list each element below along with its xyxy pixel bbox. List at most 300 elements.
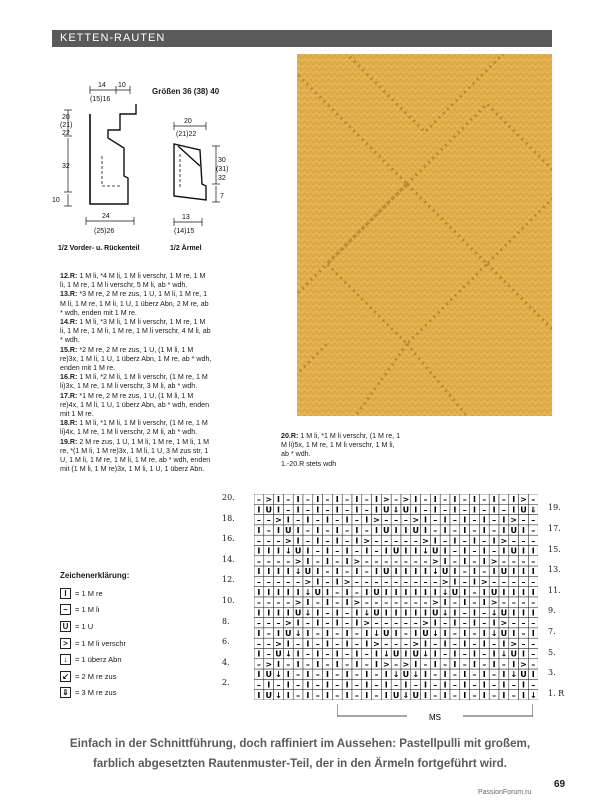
chart-symbol: – bbox=[374, 618, 379, 628]
chart-symbol: > bbox=[422, 536, 429, 546]
chart-row-label-right: 15. bbox=[548, 544, 561, 554]
chart-symbol: – bbox=[256, 680, 261, 690]
chart-symbol: I bbox=[433, 649, 437, 659]
chart-symbol: – bbox=[521, 515, 526, 525]
chart-symbol: I bbox=[414, 587, 418, 597]
chart-symbol: U bbox=[383, 629, 390, 638]
chart-symbol: > bbox=[363, 536, 371, 546]
chart-symbol: I bbox=[404, 587, 408, 597]
sleeve-label: 1/2 Ärmel bbox=[170, 245, 202, 252]
chart-symbol: > bbox=[373, 515, 380, 525]
chart-symbol: – bbox=[521, 629, 526, 638]
chart-symbol: I bbox=[267, 680, 271, 690]
chart-symbol: ↓ bbox=[412, 670, 420, 680]
chart-symbol: – bbox=[482, 505, 487, 515]
chart-symbol: I bbox=[424, 526, 427, 535]
section-title-bar bbox=[52, 30, 552, 47]
chart-symbol: – bbox=[286, 659, 291, 669]
chart-symbol: – bbox=[462, 495, 467, 505]
chart-symbol: – bbox=[433, 639, 438, 649]
chart-symbol: I bbox=[482, 598, 486, 608]
chart-symbol: > bbox=[480, 577, 488, 587]
chart-symbol: – bbox=[472, 680, 477, 690]
chart-symbol: I bbox=[375, 526, 378, 535]
chart-symbol: – bbox=[511, 690, 516, 700]
chart-symbol: – bbox=[394, 515, 399, 525]
chart-symbol: I bbox=[277, 608, 280, 618]
chart-row-label-right: 5. bbox=[548, 647, 556, 657]
chart-symbol: U bbox=[285, 526, 292, 535]
chart-symbol: – bbox=[335, 670, 340, 680]
chart-symbol: – bbox=[482, 495, 487, 505]
chart-symbol: – bbox=[413, 598, 418, 608]
chart-symbol: – bbox=[305, 649, 310, 659]
chart-symbol: ↓ bbox=[490, 629, 498, 638]
chart-symbol: ↓ bbox=[392, 670, 400, 680]
chart-symbol: – bbox=[256, 515, 261, 525]
chart-symbol: I bbox=[326, 690, 329, 700]
chart-symbol: I bbox=[286, 670, 290, 680]
chart-symbol: I bbox=[316, 649, 320, 659]
dim-sleeve-bottom-1: 13 bbox=[182, 214, 190, 221]
chart-symbol: I bbox=[326, 670, 329, 680]
chart-symbol: U bbox=[383, 526, 390, 535]
chart-symbol: I bbox=[473, 505, 476, 515]
chart-symbol: – bbox=[501, 495, 506, 505]
chart-symbol: – bbox=[531, 680, 536, 690]
chart-symbol: – bbox=[345, 567, 350, 577]
chart-symbol: I bbox=[306, 598, 310, 608]
chart-symbol: I bbox=[424, 515, 427, 525]
chart-symbol: – bbox=[345, 608, 350, 618]
chart-symbol: – bbox=[403, 577, 408, 587]
chart-symbol: – bbox=[433, 670, 438, 680]
chart-symbol: U bbox=[285, 629, 292, 638]
chart-symbol: I bbox=[277, 587, 280, 597]
chart-symbol: I bbox=[424, 670, 427, 680]
chart-symbol: I bbox=[335, 495, 339, 505]
chart-symbol: – bbox=[305, 536, 310, 546]
chart-symbol: – bbox=[286, 577, 291, 587]
chart-symbol: – bbox=[364, 649, 369, 659]
chart-symbol: I bbox=[277, 505, 280, 515]
chart-row-label-right: 17. bbox=[548, 523, 561, 533]
chart-symbol: – bbox=[462, 505, 467, 515]
chart-symbol: I bbox=[502, 587, 506, 597]
ms-label: MS bbox=[429, 713, 441, 722]
chart-symbol: I bbox=[424, 690, 427, 700]
legend-symbol: ↓ bbox=[60, 654, 71, 665]
chart-symbol: > bbox=[402, 659, 410, 669]
chart-symbol: I bbox=[326, 639, 329, 649]
chart-symbol: – bbox=[325, 536, 330, 546]
chart-symbol: I bbox=[335, 659, 339, 669]
chart-symbol: I bbox=[433, 495, 437, 505]
chart-symbol: – bbox=[266, 515, 271, 525]
chart-symbol: I bbox=[277, 567, 280, 577]
chart-symbol: – bbox=[462, 649, 467, 659]
chart-symbol: I bbox=[502, 670, 506, 680]
chart-symbol: – bbox=[266, 536, 271, 546]
chart-symbol: I bbox=[316, 505, 320, 515]
garment-schematic bbox=[48, 76, 288, 256]
chart-symbol: – bbox=[256, 618, 261, 628]
chart-symbol: I bbox=[326, 587, 329, 597]
chart-symbol: U bbox=[392, 546, 400, 556]
chart-symbol: I bbox=[365, 670, 369, 680]
chart-symbol: – bbox=[443, 618, 448, 628]
chart-symbol: – bbox=[296, 515, 301, 525]
instruction-row-14: 14.R: 1 M li, *3 M li, 1 M li verschr, 1 M re, 1 M li, 1 M re, 1 M li, 1 M re, 1 M li verschr, 4 M li, ab * wdh. bbox=[60, 318, 211, 345]
chart-symbol: I bbox=[326, 598, 329, 608]
chart-symbol: – bbox=[374, 670, 379, 680]
chart-symbol: I bbox=[355, 608, 359, 618]
chart-symbol: – bbox=[374, 546, 379, 556]
chart-symbol: I bbox=[512, 659, 516, 669]
chart-symbol: – bbox=[413, 556, 418, 566]
chart-symbol: U bbox=[412, 526, 419, 535]
chart-symbol: – bbox=[256, 577, 261, 587]
chart-symbol: – bbox=[315, 690, 320, 700]
chart-symbol: – bbox=[305, 618, 310, 628]
chart-row-label-right: 1. R bbox=[548, 688, 565, 698]
chart-symbol: I bbox=[296, 618, 300, 628]
chart-symbol: – bbox=[384, 639, 389, 649]
chart-symbol: – bbox=[531, 598, 536, 608]
chart-symbol: I bbox=[443, 526, 447, 535]
chart-symbol: – bbox=[423, 577, 428, 587]
chart-symbol: I bbox=[414, 608, 418, 618]
chart-symbol: I bbox=[345, 680, 349, 690]
chart-symbol: – bbox=[433, 526, 438, 535]
chart-symbol: I bbox=[316, 495, 320, 505]
chart-symbol: – bbox=[354, 680, 359, 690]
chart-symbol: I bbox=[453, 577, 457, 587]
chart-symbol: > bbox=[510, 639, 518, 649]
chart-symbol: I bbox=[531, 546, 535, 556]
chart-symbol: – bbox=[335, 515, 340, 525]
chart-symbol: > bbox=[500, 618, 508, 628]
chart-symbol: > bbox=[284, 536, 292, 546]
chart-symbol: I bbox=[473, 659, 476, 669]
chart-symbol: I bbox=[296, 659, 300, 669]
chart-symbol: – bbox=[511, 536, 516, 546]
chart-symbol: I bbox=[482, 546, 486, 556]
chart-symbol: I bbox=[502, 680, 506, 690]
chart-symbol: – bbox=[492, 680, 497, 690]
chart-symbol: ↓ bbox=[275, 690, 282, 700]
chart-row-label-left: 6. bbox=[222, 637, 230, 647]
chart-symbol: – bbox=[364, 659, 369, 669]
chart-symbol: I bbox=[335, 618, 339, 628]
chart-symbol: – bbox=[354, 577, 359, 587]
chart-symbol: – bbox=[433, 515, 438, 525]
chart-symbol: – bbox=[531, 495, 536, 505]
chart-symbol: I bbox=[482, 526, 486, 535]
sizes-label: Größen 36 (38) 40 bbox=[152, 87, 220, 96]
chart-symbol: > bbox=[284, 618, 292, 628]
dim-width-2: (25)26 bbox=[94, 228, 115, 235]
chart-row-label-right: 11. bbox=[548, 585, 561, 595]
chart-symbol: I bbox=[394, 629, 398, 638]
chart-symbol: – bbox=[501, 659, 506, 669]
chart-symbol: U bbox=[441, 567, 449, 577]
chart-symbol: – bbox=[403, 639, 408, 649]
legend-item: ⇓ = 3 M re zus bbox=[60, 685, 126, 702]
instruction-row-12: 12.R: 1 M li, *4 M li, 1 M li verschr, 1 M re, 1 M li, 1 M re, 1 M li verschr, 5 M li, ab * wdh. bbox=[60, 272, 206, 290]
chart-symbol: I bbox=[424, 680, 427, 690]
chart-symbol: I bbox=[277, 629, 280, 638]
chart-symbol: – bbox=[296, 577, 301, 587]
chart-symbol: > bbox=[382, 659, 390, 669]
chart-symbol: – bbox=[276, 577, 281, 587]
legend-item: U = 1 U bbox=[60, 618, 126, 635]
chart-symbol: – bbox=[482, 567, 487, 577]
chart-symbol: I bbox=[306, 690, 310, 700]
chart-symbol: I bbox=[492, 536, 496, 546]
chart-symbol: I bbox=[384, 546, 388, 556]
chart-symbol: I bbox=[257, 629, 261, 638]
chart-symbol: I bbox=[365, 587, 369, 597]
chart-symbol: – bbox=[423, 598, 428, 608]
chart-row-label-left: 12. bbox=[222, 575, 235, 585]
chart-symbol: – bbox=[384, 618, 389, 628]
chart-symbol: U bbox=[422, 629, 429, 638]
chart-symbol: I bbox=[375, 659, 378, 669]
chart-symbol: – bbox=[325, 649, 330, 659]
chart-symbol: I bbox=[384, 608, 388, 618]
chart-symbol: I bbox=[277, 526, 280, 535]
chart-symbol: – bbox=[472, 526, 477, 535]
chart-symbol: – bbox=[521, 536, 526, 546]
chart-symbol: – bbox=[472, 690, 477, 700]
chart-symbol: U bbox=[412, 649, 419, 659]
chart-symbol: – bbox=[335, 546, 340, 556]
chart-symbol: – bbox=[296, 680, 301, 690]
chart-symbol: – bbox=[492, 639, 497, 649]
chart-symbol: I bbox=[355, 567, 359, 577]
chart-symbol: ↓ bbox=[529, 690, 537, 700]
dim-sleeve-len-2: (31) bbox=[216, 166, 229, 173]
chart-symbol: – bbox=[315, 680, 320, 690]
chart-symbol: I bbox=[443, 629, 447, 638]
chart-symbol: I bbox=[512, 495, 516, 505]
chart-symbol: – bbox=[335, 629, 340, 638]
chart-symbol: I bbox=[316, 659, 320, 669]
chart-symbol: – bbox=[413, 577, 418, 587]
chart-symbol: – bbox=[452, 598, 457, 608]
chart-symbol: I bbox=[463, 526, 467, 535]
chart-symbol: ⇓ bbox=[392, 505, 400, 515]
instruction-row-16: 16.R: 1 M li, *2 M li, 1 M li verschr, (1 M re, 1 M li)3x, 1 M re, 1 M li verschr, 3 M li, ab * wdh. bbox=[60, 373, 208, 391]
chart-symbol: I bbox=[257, 587, 261, 597]
chart-symbol: > bbox=[431, 598, 439, 608]
legend-item: ↓ = 1 überz Abn bbox=[60, 651, 126, 668]
chart-symbol: I bbox=[306, 556, 310, 566]
chart-symbol: – bbox=[482, 608, 487, 618]
chart-symbol: ↓ bbox=[490, 608, 498, 618]
dim-rib: 10 bbox=[52, 197, 60, 204]
chart-symbol: – bbox=[472, 587, 477, 597]
chart-symbol: – bbox=[335, 598, 340, 608]
chart-symbol: I bbox=[502, 639, 506, 649]
chart-symbol: U bbox=[383, 505, 390, 515]
chart-symbol: U bbox=[432, 546, 439, 556]
chart-symbol: – bbox=[276, 598, 281, 608]
chart-symbol: I bbox=[335, 567, 339, 577]
chart-symbol: I bbox=[522, 526, 525, 535]
chart-symbol: I bbox=[335, 608, 339, 618]
chart-row-label-left: 18. bbox=[222, 513, 235, 523]
chart-symbol: I bbox=[286, 567, 290, 577]
chart-symbol: – bbox=[374, 536, 379, 546]
dim-sleeve-top-1: 20 bbox=[184, 118, 192, 125]
legend-item: > = 1 M li verschr bbox=[60, 635, 126, 652]
chart-symbol: – bbox=[482, 649, 487, 659]
chart-symbol: – bbox=[315, 670, 320, 680]
chart-symbol: I bbox=[502, 546, 506, 556]
chart-symbol: ↓ bbox=[294, 567, 302, 577]
chart-symbol: – bbox=[452, 556, 457, 566]
chart-symbol: I bbox=[355, 505, 359, 515]
chart-symbol: I bbox=[257, 526, 261, 535]
chart-symbol: > bbox=[431, 556, 439, 566]
instruction-row-18: 18.R: 1 M li, *1 M li, 1 M li verschr, (1 M re, 1 M li)4x, 1 M re, 1 M li verschr, 2 M li, ab * wdh. bbox=[60, 419, 208, 437]
chart-symbol: ↓ bbox=[284, 546, 292, 556]
chart-symbol: I bbox=[453, 505, 457, 515]
chart-symbol: – bbox=[394, 618, 399, 628]
chart-symbol: I bbox=[473, 536, 476, 546]
knitting-chart bbox=[254, 494, 538, 700]
chart-symbol: – bbox=[354, 587, 359, 597]
chart-symbol: > bbox=[294, 598, 302, 608]
chart-symbol: U bbox=[294, 546, 302, 556]
legend-symbol: U bbox=[60, 621, 71, 632]
chart-symbol: > bbox=[353, 556, 361, 566]
chart-symbol: I bbox=[463, 670, 467, 680]
chart-symbol: – bbox=[472, 556, 477, 566]
chart-symbol: – bbox=[345, 536, 350, 546]
chart-symbol: – bbox=[472, 515, 477, 525]
chart-symbol: I bbox=[316, 526, 320, 535]
chart-symbol: I bbox=[522, 567, 525, 577]
section-title: KETTEN-RAUTEN bbox=[60, 32, 166, 44]
chart-symbol: – bbox=[492, 690, 497, 700]
chart-symbol: ↓ bbox=[304, 587, 312, 597]
chart-symbol: – bbox=[443, 505, 448, 515]
chart-symbol: > bbox=[412, 639, 420, 649]
chart-symbol: > bbox=[294, 556, 302, 566]
chart-symbol: ↓ bbox=[373, 629, 380, 638]
chart-symbol: ↓ bbox=[500, 649, 508, 659]
chart-symbol: – bbox=[472, 670, 477, 680]
chart-symbol: – bbox=[452, 546, 457, 556]
chart-symbol: – bbox=[492, 670, 497, 680]
chart-symbol: – bbox=[501, 505, 506, 515]
chart-symbol: I bbox=[414, 629, 418, 638]
chart-symbol: – bbox=[531, 659, 536, 669]
chart-symbol: I bbox=[522, 680, 525, 690]
chart-symbol: – bbox=[452, 670, 457, 680]
chart-symbol: I bbox=[463, 629, 467, 638]
chart-symbol: I bbox=[394, 587, 398, 597]
chart-symbol: U bbox=[451, 587, 459, 597]
dim-sleeve-cuff: 7 bbox=[220, 193, 224, 200]
chart-symbol: – bbox=[511, 598, 516, 608]
chart-symbol: – bbox=[492, 546, 497, 556]
chart-symbol: – bbox=[305, 659, 310, 669]
chart-symbol: ⇓ bbox=[529, 505, 537, 515]
chart-symbol: I bbox=[453, 536, 457, 546]
chart-symbol: – bbox=[325, 608, 330, 618]
dim-sleeve-len-3: 32 bbox=[218, 175, 226, 182]
chart-symbol: > bbox=[275, 639, 282, 649]
chart-symbol: I bbox=[394, 608, 398, 618]
chart-symbol: I bbox=[482, 629, 486, 638]
chart-symbol: U bbox=[402, 670, 410, 680]
chart-symbol: > bbox=[343, 577, 351, 587]
chart-symbol: I bbox=[492, 505, 496, 515]
chart-symbol: > bbox=[520, 659, 527, 669]
chart-symbol: – bbox=[403, 515, 408, 525]
chart-symbol: I bbox=[257, 505, 261, 515]
chart-symbol: I bbox=[531, 608, 535, 618]
chart-symbol: I bbox=[267, 608, 271, 618]
chart-symbol: ↓ bbox=[431, 629, 439, 638]
chart-symbol: – bbox=[354, 546, 359, 556]
chart-row-label-right: 13. bbox=[548, 565, 561, 575]
instruction-row-15: 15.R: *2 M re, 2 M re zus, 1 U, (1 M li, 1 M re)3x, 1 M li, 1 U, 1 überz Abn, 1 M re, ab * wdh, enden mit 1 M re. bbox=[60, 345, 212, 373]
chart-symbol: – bbox=[423, 659, 428, 669]
chart-symbol: I bbox=[473, 649, 476, 659]
chart-symbol: – bbox=[521, 577, 526, 587]
chart-symbol: – bbox=[511, 556, 516, 566]
chart-symbol: – bbox=[256, 598, 261, 608]
chart-symbol: I bbox=[345, 556, 349, 566]
chart-symbol: I bbox=[492, 659, 496, 669]
chart-symbol: I bbox=[394, 526, 398, 535]
chart-symbol: I bbox=[355, 536, 359, 546]
chart-symbol: I bbox=[492, 567, 496, 577]
chart-symbol: – bbox=[266, 556, 271, 566]
chart-symbol: I bbox=[267, 587, 271, 597]
chart-symbol: I bbox=[531, 629, 535, 638]
chart-symbol: – bbox=[413, 536, 418, 546]
chart-symbol: – bbox=[492, 577, 497, 587]
chart-symbol: I bbox=[492, 649, 496, 659]
chart-symbol: I bbox=[482, 680, 486, 690]
chart-symbol: U bbox=[432, 608, 439, 618]
chart-symbol: I bbox=[335, 536, 339, 546]
chart-symbol: I bbox=[433, 505, 437, 515]
chart-symbol: U bbox=[510, 526, 517, 535]
chart-symbol: I bbox=[453, 659, 457, 669]
chart-symbol: I bbox=[345, 587, 349, 597]
chart-symbol: I bbox=[463, 598, 467, 608]
chart-symbol: – bbox=[443, 659, 448, 669]
chart-symbol: U bbox=[520, 505, 527, 515]
chart-symbol: U bbox=[402, 505, 410, 515]
chart-symbol: U bbox=[373, 587, 380, 597]
chart-symbol: I bbox=[531, 670, 535, 680]
chart-symbol: I bbox=[296, 587, 300, 597]
chart-symbol: > bbox=[363, 618, 371, 628]
instruction-row-19: 19.R: 2 M re zus, 1 U, 1 M li, 1 M re, 1 M li, 1 M re, *(1 M li, 1 M re)3x, 1 M li, 1 U, 3 M zus str, 1 U, 1 M li, 1 M re, 1 M li, 1 M re, ab * wdh, enden mit (1 M li, 1 M re)3x, 1 M li, 1 U, 1 überz Abn. bbox=[60, 437, 211, 474]
chart-symbol: – bbox=[443, 495, 448, 505]
chart-row-label-right: 7. bbox=[548, 626, 556, 636]
chart-symbol: I bbox=[443, 690, 447, 700]
chart-symbol: I bbox=[355, 526, 359, 535]
